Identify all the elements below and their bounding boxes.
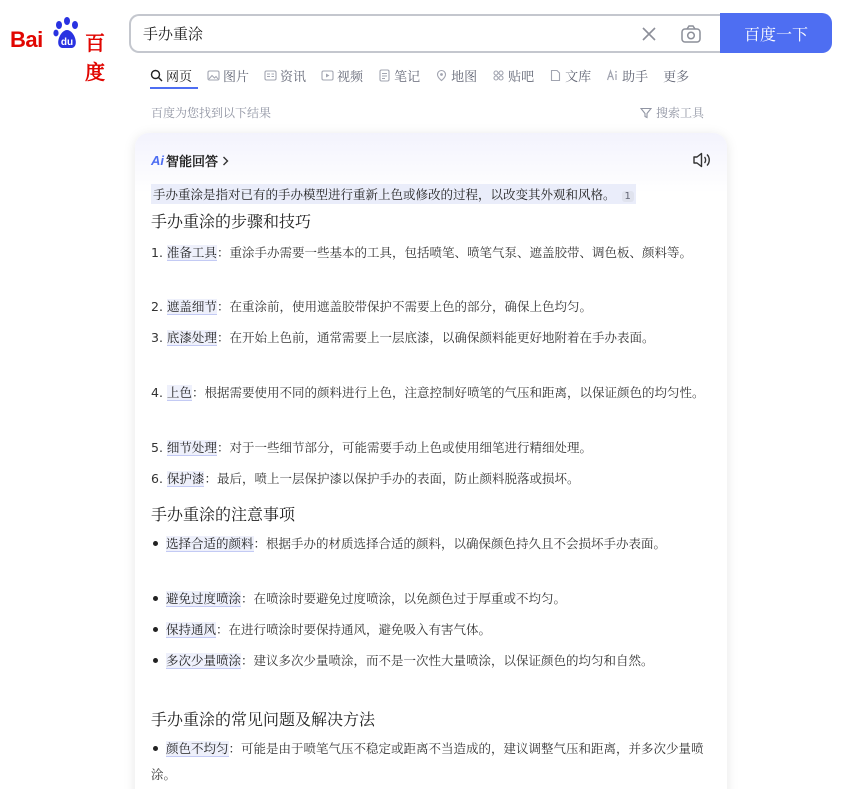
tab-map[interactable] xyxy=(435,64,477,86)
list-item: 颜色不均匀：可能是由于喷笔气压不稳定或距离不当造成的，建议调整气压和距离，并多次少量喷涂。 xyxy=(151,741,704,782)
tieba-icon xyxy=(492,69,505,82)
tab-label: 笔记 xyxy=(394,69,421,85)
bullet-icon xyxy=(153,746,158,751)
search-tools-button[interactable] xyxy=(640,104,704,121)
chevron-right-icon xyxy=(222,156,229,166)
keyword-link[interactable]: 底漆处理 xyxy=(166,330,217,345)
active-tab-indicator xyxy=(150,87,198,89)
list-item: 6. 保护漆：最后，喷上一层保护漆以保护手办的表面，防止颜料脱落或损坏。 xyxy=(151,471,580,486)
tab-news[interactable] xyxy=(264,64,306,86)
keyword-link[interactable]: 准备工具 xyxy=(166,245,217,260)
tab-webpage[interactable] xyxy=(150,64,192,86)
clear-icon[interactable] xyxy=(639,24,659,44)
tab-label: 地图 xyxy=(451,69,478,85)
note-icon xyxy=(378,69,391,82)
ai-logo-icon: Ai xyxy=(151,153,164,168)
list-item: 保持通风：在进行喷涂时要保持通风，避免吸入有害气体。 xyxy=(151,617,711,643)
speaker-icon[interactable] xyxy=(691,150,713,170)
search-box xyxy=(129,14,721,53)
filter-icon xyxy=(640,107,652,119)
search-tools-label: 搜索工具 xyxy=(656,106,705,120)
bullet-icon xyxy=(153,541,158,546)
tab-wenku[interactable] xyxy=(549,64,591,86)
bullet-icon xyxy=(153,596,158,601)
tab-label: 图片 xyxy=(223,69,250,85)
tab-tieba[interactable] xyxy=(492,64,534,86)
search-tabs xyxy=(150,64,704,88)
tab-images[interactable] xyxy=(207,64,249,86)
keyword-link[interactable]: 遮盖细节 xyxy=(166,299,217,314)
list-item: 避免过度喷涂：在喷涂时要避免过度喷涂，以免颜色过于厚重或不均匀。 xyxy=(151,586,711,612)
image-icon xyxy=(207,69,220,82)
camera-icon[interactable] xyxy=(680,23,702,45)
keyword-link[interactable]: 上色 xyxy=(166,385,192,400)
keyword-link[interactable]: 选择合适的颜料 xyxy=(166,536,254,551)
keyword-link[interactable]: 细节处理 xyxy=(166,440,217,455)
list-item: 多次少量喷涂：建议多次少量喷涂，而不是一次性大量喷涂，以保证颜色的均匀和自然。 xyxy=(151,648,711,674)
bullet-icon xyxy=(153,627,158,632)
keyword-link[interactable]: 保护漆 xyxy=(166,471,205,486)
tab-label: 文库 xyxy=(565,69,592,85)
ai-answer-title: 智能回答 xyxy=(166,155,219,170)
tab-label: 贴吧 xyxy=(508,69,535,85)
logo-text-cn: 百度 xyxy=(85,31,105,84)
logo-text-bai: Bai xyxy=(10,27,43,52)
logo-text-du: du xyxy=(60,37,74,48)
ai-answer-header[interactable] xyxy=(151,151,229,170)
tab-label: 网页 xyxy=(166,69,193,85)
list-item: 5. 细节处理：对于一些细节部分，可能需要手动上色或使用细笔进行精细处理。 xyxy=(151,440,592,455)
search-button[interactable]: 百度一下 xyxy=(720,13,832,53)
keyword-link[interactable]: 避免过度喷涂 xyxy=(166,591,242,606)
document-icon xyxy=(549,69,562,82)
tab-assistant[interactable] xyxy=(606,64,648,86)
search-input[interactable] xyxy=(143,16,623,51)
section-title-problems: 手办重涂的常见问题及解决方法 xyxy=(151,710,376,729)
list-item: 选择合适的颜料：根据手办的材质选择合适的颜料，以确保颜色持久且不会损坏手办表面。 xyxy=(151,531,711,557)
baidu-logo[interactable] xyxy=(10,14,114,84)
map-icon xyxy=(435,69,448,82)
result-count: 百度为您找到以下结果 xyxy=(151,106,272,120)
list-item: 3. 底漆处理：在开始上色前，通常需要上一层底漆，以确保颜料能更好地附着在手办表面。 xyxy=(151,330,655,345)
list-item: 4. 上色：根据需要使用不同的颜料进行上色，注意控制好喷笔的气压和距离，以保证颜色的均匀性。 xyxy=(151,385,705,400)
ai-answer-card xyxy=(135,133,727,789)
tab-label: 助手 xyxy=(622,69,649,85)
video-icon xyxy=(321,69,334,82)
list-item: 2. 遮盖细节：在重涂前，使用遮盖胶带保护不需要上色的部分，确保上色均匀。 xyxy=(151,299,592,314)
section-title-notes: 手办重涂的注意事项 xyxy=(151,505,296,524)
tab-label: 资讯 xyxy=(280,69,307,85)
tab-label: 视频 xyxy=(337,69,364,85)
tab-label: 更多 xyxy=(663,69,690,85)
list-item: 1. 准备工具：重涂手办需要一些基本的工具，包括喷笔、喷笔气泵、遮盖胶带、调色板、颜料等。 xyxy=(151,245,692,260)
bullet-icon xyxy=(153,658,158,663)
ai-icon xyxy=(606,69,619,82)
tab-notes[interactable] xyxy=(378,64,420,86)
ai-summary xyxy=(151,184,636,204)
keyword-link[interactable]: 颜色不均匀 xyxy=(166,741,229,756)
ai-summary-text: 手办重涂是指对已有的手办模型进行重新上色或修改的过程，以改变其外观和风格。 xyxy=(153,187,616,202)
keyword-link[interactable]: 多次少量喷涂 xyxy=(166,653,242,668)
section-title-steps: 手办重涂的步骤和技巧 xyxy=(151,212,312,231)
citation-badge[interactable]: 1 xyxy=(622,191,634,202)
tab-more[interactable] xyxy=(663,64,689,86)
keyword-link[interactable]: 保持通风 xyxy=(166,622,217,637)
search-icon xyxy=(150,69,163,82)
news-icon xyxy=(264,69,277,82)
tab-video[interactable] xyxy=(321,64,363,86)
